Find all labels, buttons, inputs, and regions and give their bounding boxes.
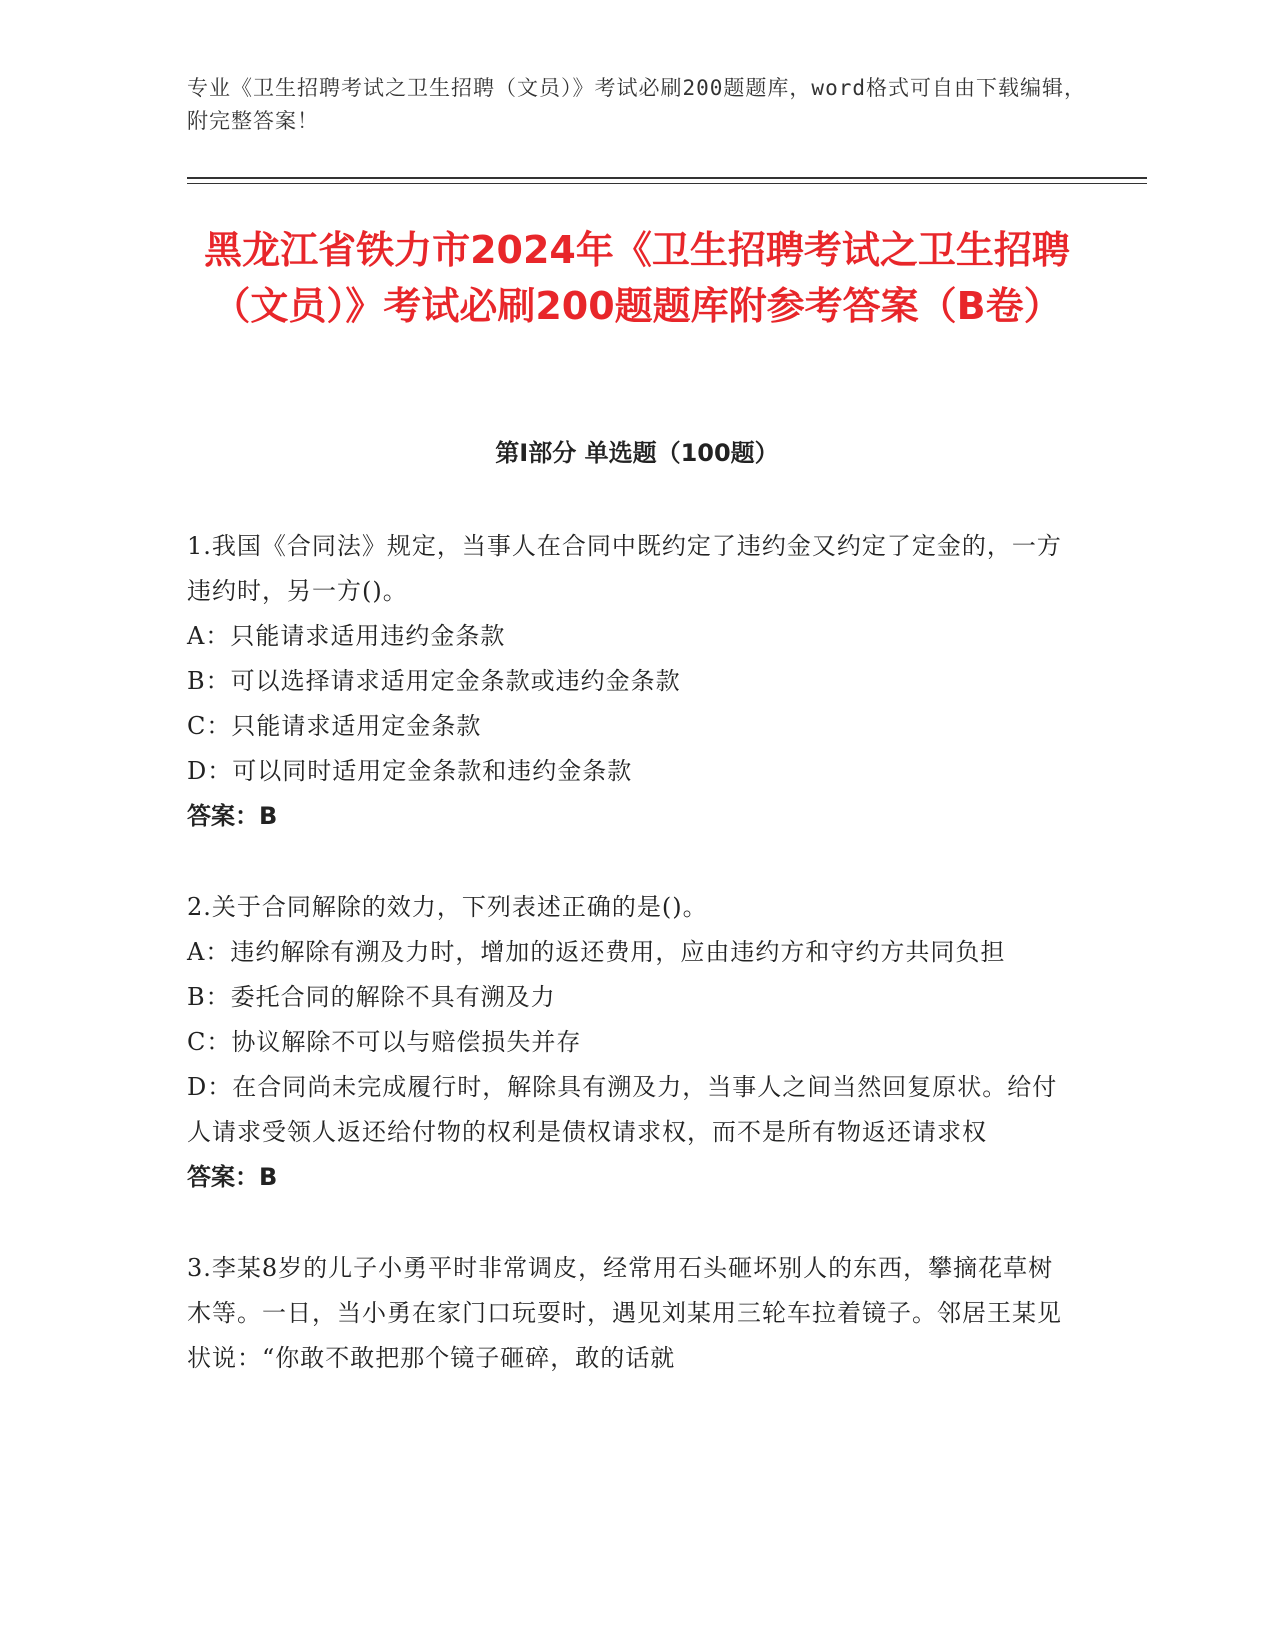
option-c: C：协议解除不可以与赔偿损失并存 bbox=[187, 1028, 582, 1056]
header-divider-thin bbox=[187, 183, 1147, 184]
question-text: 3.李某8岁的儿子小勇平时非常调皮，经常用石头砸坏别人的东西，攀摘花草树木等。一日，当小勇在家门口玩耍时，遇见刘某用三轮车拉着镜子。邻居王某见状说：“你敢不敢把那个镜子砸碎，敢的话就 bbox=[187, 1254, 1062, 1372]
header-note: 专业《卫生招聘考试之卫生招聘（文员）》考试必刷200题题库，word格式可自由下载编辑，附完整答案！ bbox=[187, 76, 1086, 133]
question-2 bbox=[187, 885, 1067, 1200]
option-b: B：可以选择请求适用定金条款或违约金条款 bbox=[187, 667, 681, 695]
header-divider-thick bbox=[187, 177, 1147, 179]
document-title: 黑龙江省铁力市2024年《卫生招聘考试之卫生招聘（文员）》考试必刷200题题库附参考答案（B卷） bbox=[204, 228, 1070, 328]
question-text: 1.我国《合同法》规定，当事人在合同中既约定了违约金又约定了定金的，一方违约时，另一方()。 bbox=[187, 532, 1062, 605]
option-c: C：只能请求适用定金条款 bbox=[187, 712, 482, 740]
option-d: D：可以同时适用定金条款和违约金条款 bbox=[187, 757, 633, 785]
answer: 答案：B bbox=[187, 1163, 278, 1191]
option-a: A：只能请求适用违约金条款 bbox=[187, 622, 506, 650]
question-3 bbox=[187, 1246, 1067, 1381]
question-1 bbox=[187, 524, 1067, 839]
question-list bbox=[187, 524, 1067, 1427]
answer: 答案：B bbox=[187, 802, 278, 830]
option-b: B：委托合同的解除不具有溯及力 bbox=[187, 983, 556, 1011]
option-d: D：在合同尚未完成履行时，解除具有溯及力，当事人之间当然回复原状。给付人请求受领人返还给付物的权利是债权请求权，而不是所有物返还请求权 bbox=[187, 1073, 1058, 1146]
section-title: 第Ⅰ部分 单选题（100题） bbox=[495, 439, 779, 467]
question-text: 2.关于合同解除的效力，下列表述正确的是()。 bbox=[187, 893, 708, 921]
option-a: A：违约解除有溯及力时，增加的返还费用，应由违约方和守约方共同负担 bbox=[187, 938, 1006, 966]
